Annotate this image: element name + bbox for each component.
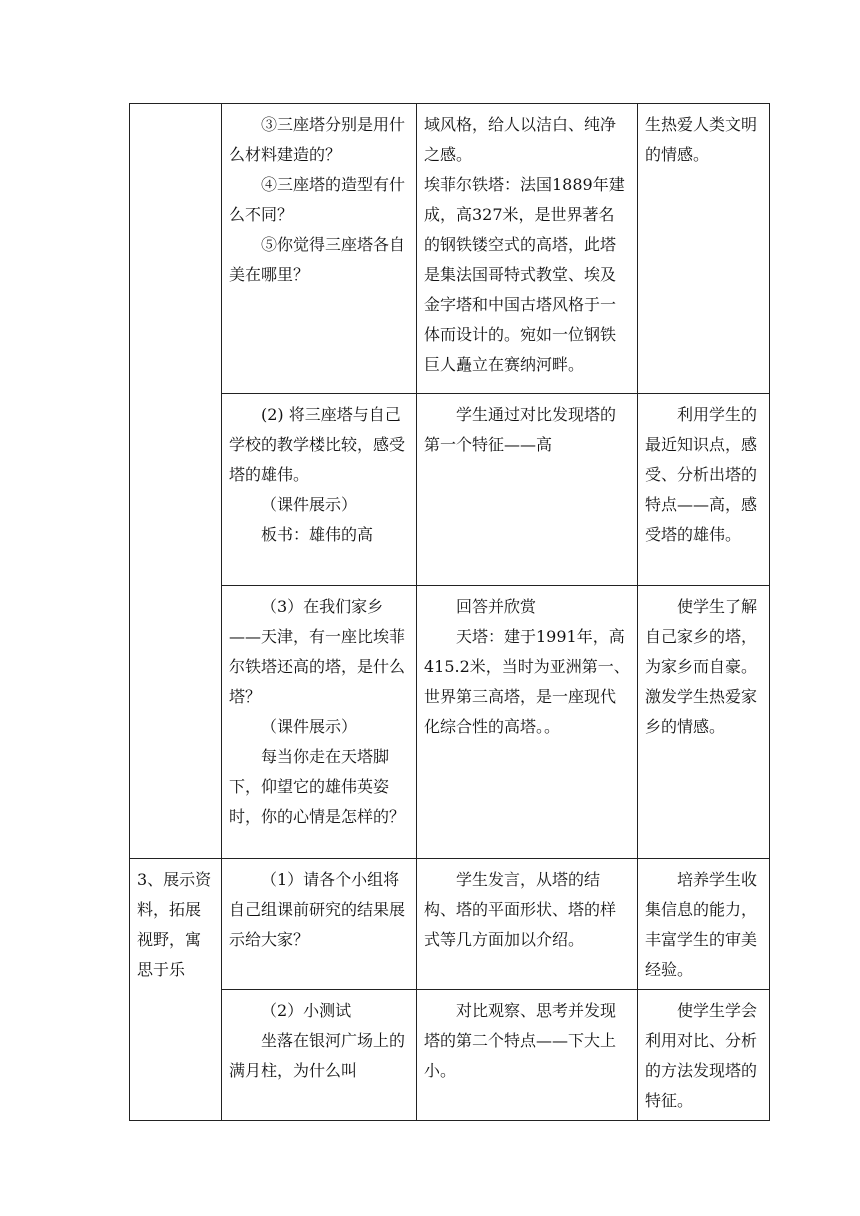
purpose-text: 培养学生收集信息的能力，丰富学生的审美经验。 <box>645 870 758 979</box>
question-text: （2）小测试 <box>261 1001 352 1020</box>
question-cell <box>222 859 417 990</box>
purpose-cell <box>638 859 770 990</box>
table-row <box>130 859 770 990</box>
question-text: ⑤你觉得三座塔各自美在哪里？ <box>229 235 406 284</box>
purpose-text: 利用学生的最近知识点，感受、分析出塔的特点——高，感受塔的雄伟。 <box>645 405 758 544</box>
question-text: （1）请各个小组将自己组课前研究的结果展示给大家？ <box>229 870 406 949</box>
purpose-text: 使学生了解自己家乡的塔，为家乡而自豪。激发学生热爱家乡的情感。 <box>645 597 758 736</box>
table-row <box>130 586 770 859</box>
question-cell <box>222 586 417 859</box>
activity-text: 回答并欣赏 <box>456 597 537 616</box>
question-text: ③三座塔分别是用什么材料建造的？ <box>229 115 406 164</box>
question-text: （课件展示） <box>261 495 358 514</box>
question-cell <box>222 990 417 1121</box>
activity-text: 天塔：建于1991年，高415.2米，当时为亚洲第一、世界第三高塔，是一座现代化综合性的高塔。。 <box>424 627 630 736</box>
question-text: （3）在我们家乡——天津，有一座比埃菲尔铁塔还高的塔，是什么塔？ <box>229 597 406 706</box>
student-activity-cell <box>417 394 638 586</box>
section-title: 3、展示资料，拓展视野，寓思于乐 <box>137 870 212 979</box>
table-row <box>130 394 770 586</box>
section-cell-empty <box>130 104 222 859</box>
question-text: 坐落在银河广场上的满月柱，为什么叫 <box>229 1031 406 1080</box>
purpose-cell <box>638 586 770 859</box>
question-text: 每当你走在天塔脚下，仰望它的雄伟英姿时，你的心情是怎样的？ <box>229 747 406 826</box>
student-activity-cell <box>417 586 638 859</box>
purpose-cell <box>638 104 770 394</box>
question-cell <box>222 394 417 586</box>
activity-text: 学生通过对比发现塔的第一个特征——高 <box>424 405 617 454</box>
activity-text: 学生发言，从塔的结构、塔的平面形状、塔的样式等几方面加以介绍。 <box>424 870 617 949</box>
question-text: ④三座塔的造型有什么不同？ <box>229 175 406 224</box>
activity-text: 对比观察、思考并发现塔的第二个特点——下大上小。 <box>424 1001 617 1080</box>
purpose-text: 生热爱人类文明的情感。 <box>645 115 758 164</box>
question-cell <box>222 104 417 394</box>
activity-text: 埃菲尔铁塔：法国1889年建成，高327米，是世界著名的钢铁镂空式的高塔，此塔是集法国哥特式教堂、埃及金字塔和中国古塔风格于一体而设计的。宛如一位钢铁巨人矗立在赛纳河畔。 <box>424 175 625 374</box>
activity-text: 域风格，给人以洁白、纯净之感。 <box>424 115 617 164</box>
table-row <box>130 104 770 394</box>
student-activity-cell <box>417 859 638 990</box>
question-text: (2) 将三座塔与自己学校的教学楼比较，感受塔的雄伟。 <box>229 405 406 484</box>
lesson-plan-table <box>129 103 770 1121</box>
blackboard-text: 板书：雄伟的高 <box>261 525 374 544</box>
question-text: （课件展示） <box>261 717 358 736</box>
purpose-text: 使学生学会利用对比、分析的方法发现塔的特征。 <box>645 1001 758 1110</box>
purpose-cell <box>638 990 770 1121</box>
student-activity-cell <box>417 104 638 394</box>
section-title-cell <box>130 859 222 1121</box>
table-row <box>130 990 770 1121</box>
purpose-cell <box>638 394 770 586</box>
student-activity-cell <box>417 990 638 1121</box>
